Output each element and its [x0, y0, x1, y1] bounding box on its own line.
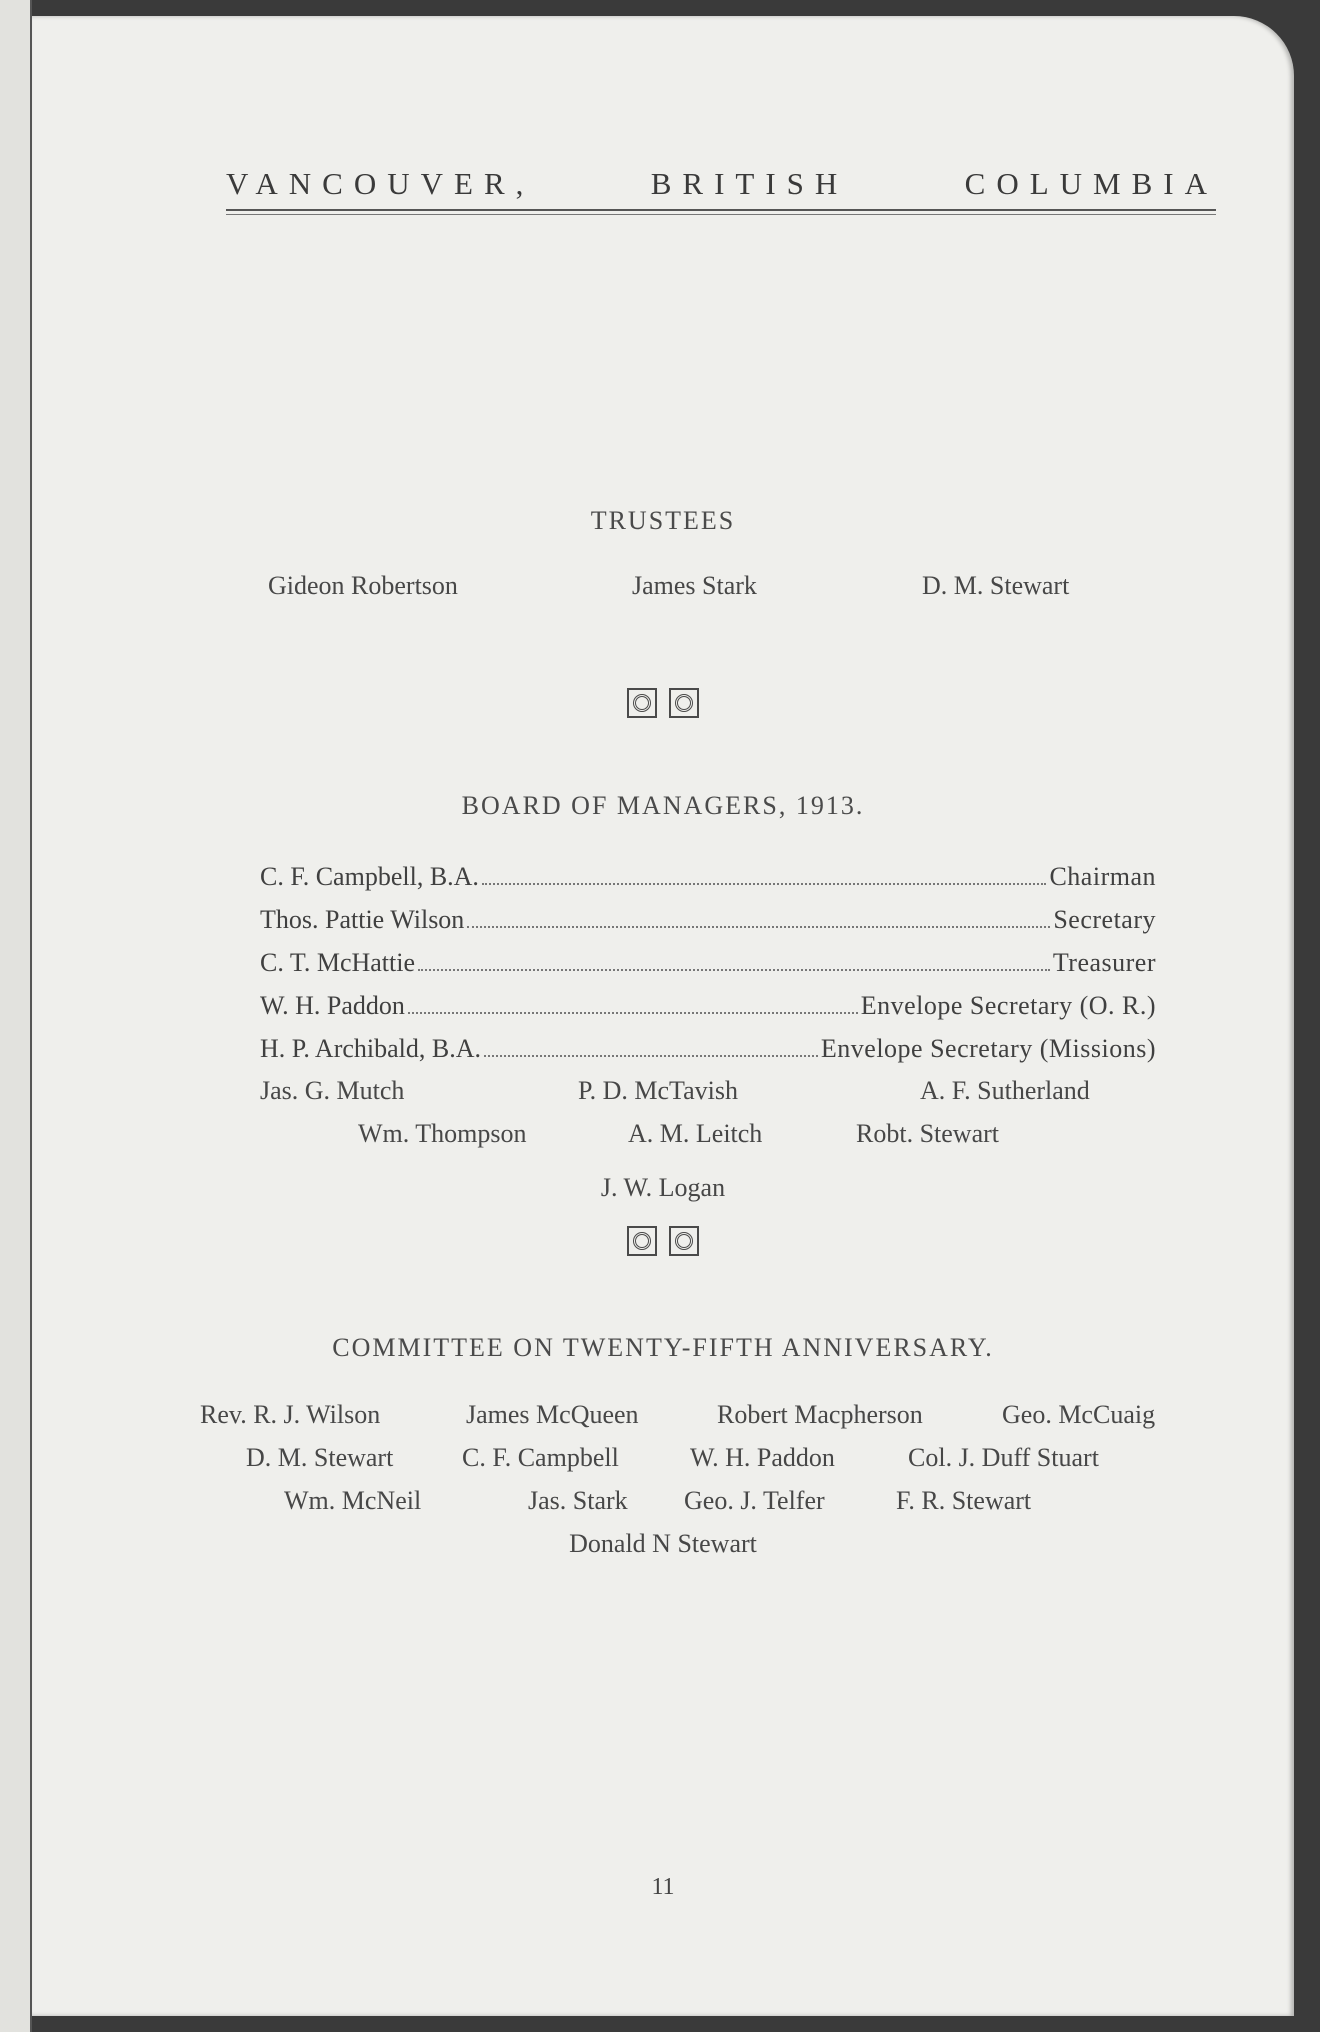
trustee-name: James Stark	[632, 571, 757, 600]
ornament-icon	[627, 688, 657, 718]
trustees-heading: TRUSTEES	[590, 506, 736, 535]
board-member: Jas. G. Mutch	[260, 1076, 405, 1105]
officer-role: Chairman	[1049, 862, 1156, 891]
officer-row	[260, 901, 1156, 935]
officer-role: Envelope Secretary (O. R.)	[860, 991, 1156, 1020]
officer-role: Treasurer	[1052, 948, 1156, 977]
board-member: Wm. Thompson	[358, 1119, 527, 1148]
officer-name: W. H. Paddon	[260, 991, 405, 1020]
header-rule	[226, 209, 1216, 211]
leader-dots	[408, 1012, 858, 1014]
committee-member: Donald N Stewart	[569, 1529, 757, 1558]
officer-name: C. T. McHattie	[260, 948, 416, 977]
committee-member: Rev. R. J. Wilson	[200, 1400, 381, 1429]
ornament-divider	[32, 688, 1294, 718]
leader-dots	[467, 926, 1050, 928]
page-header: VANCOUVER, BRITISH COLUMBIA	[226, 166, 1218, 201]
leader-dots	[418, 969, 1050, 971]
officer-row	[260, 1030, 1156, 1064]
board-member: P. D. McTavish	[578, 1076, 738, 1105]
committee-heading: COMMITTEE ON TWENTY-FIFTH ANNIVERSARY.	[332, 1333, 994, 1362]
officer-name: Thos. Pattie Wilson	[260, 905, 465, 934]
committee-member: Geo. J. Telfer	[684, 1486, 825, 1515]
committee-member: Jas. Stark	[528, 1486, 628, 1515]
officer-row	[260, 944, 1156, 978]
committee-member: W. H. Paddon	[690, 1443, 835, 1472]
header-rule-thin	[226, 214, 1216, 215]
page-number: 11	[651, 1874, 675, 1900]
ornament-icon	[669, 688, 699, 718]
ornament-divider	[32, 1226, 1294, 1256]
board-member: Robt. Stewart	[856, 1119, 999, 1148]
officer-row	[260, 858, 1156, 892]
committee-member: Geo. McCuaig	[1002, 1400, 1156, 1429]
officer-row	[260, 987, 1156, 1021]
committee-member: Col. J. Duff Stuart	[908, 1443, 1099, 1472]
committee-member: C. F. Campbell	[462, 1443, 619, 1472]
board-member: J. W. Logan	[600, 1173, 726, 1202]
officer-role: Secretary	[1053, 905, 1156, 934]
leader-dots	[484, 1055, 818, 1057]
committee-member: James McQueen	[466, 1400, 639, 1429]
leader-dots	[482, 883, 1047, 885]
board-member: A. F. Sutherland	[920, 1076, 1090, 1105]
committee-member: Robert Macpherson	[717, 1400, 923, 1429]
committee-member: D. M. Stewart	[246, 1443, 394, 1472]
committee-member: F. R. Stewart	[896, 1486, 1032, 1515]
committee-member: Wm. McNeil	[284, 1486, 422, 1515]
trustee-name: Gideon Robertson	[268, 571, 458, 600]
ornament-icon	[627, 1226, 657, 1256]
board-member: A. M. Leitch	[628, 1119, 763, 1148]
ornament-icon	[669, 1226, 699, 1256]
officer-name: C. F. Campbell, B.A.	[260, 862, 479, 891]
board-heading: BOARD OF MANAGERS, 1913.	[461, 791, 865, 820]
trustee-name: D. M. Stewart	[922, 571, 1070, 600]
left-page-edge	[0, 0, 32, 2032]
officer-role: Envelope Secretary (Missions)	[820, 1034, 1156, 1063]
officer-name: H. P. Archibald, B.A.	[260, 1034, 481, 1063]
document-page	[32, 16, 1294, 2016]
